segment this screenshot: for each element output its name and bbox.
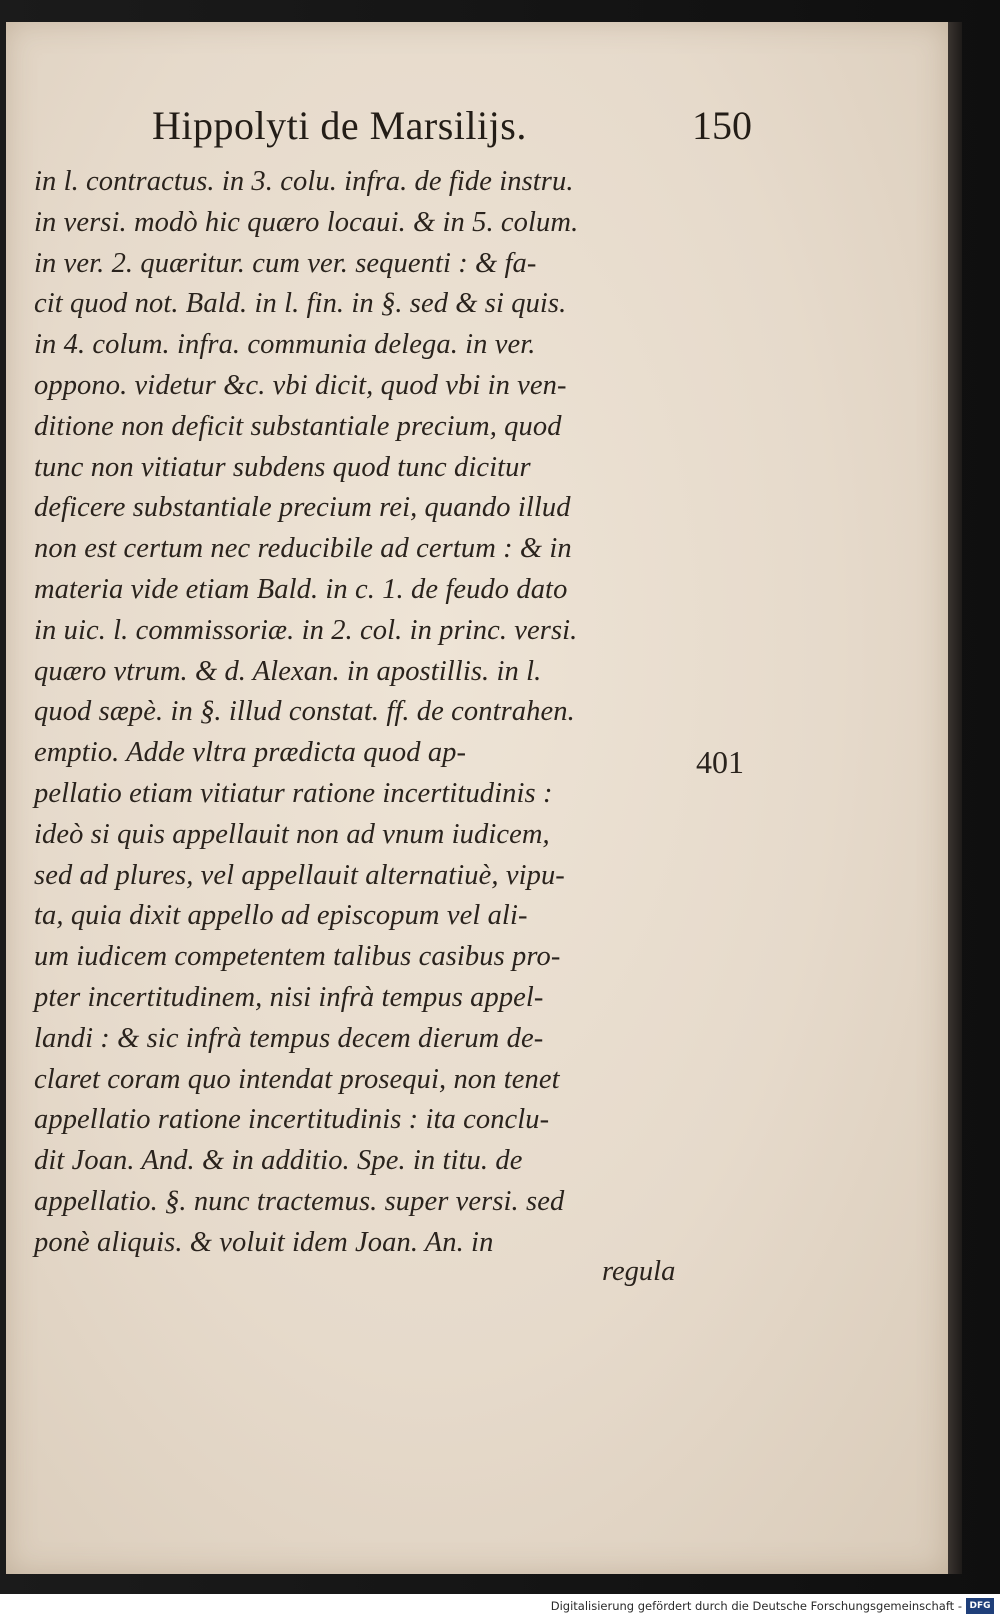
page-edge [948, 22, 962, 1574]
text-line: quæro vtrum. & d. Alexan. in apostillis. in l. [34, 655, 542, 687]
text-line: in uic. l. commissoriæ. in 2. col. in princ. versi. [34, 614, 578, 646]
text-line: pellatio etiam vitiatur ratione incertitudinis : [34, 777, 553, 809]
text-line: landi : & sic infrà tempus decem dierum de- [34, 1022, 544, 1054]
page-header [152, 102, 772, 152]
folio-number: 150 [692, 103, 752, 148]
catchword: regula [602, 1256, 676, 1287]
text-line: in l. contractus. in 3. colu. infra. de fide instru. [34, 166, 574, 197]
text-line: in 4. colum. infra. communia delega. in ver. [34, 329, 536, 361]
text-line: quod sæpè. in §. illud constat. ff. de contrahen. [34, 696, 575, 728]
book-page [6, 22, 948, 1574]
text-line: materia vide etiam Bald. in c. 1. de feudo dato [34, 573, 568, 605]
body-text [34, 162, 696, 1264]
text-line: sed ad plures, vel appellauit alternatiuè, vipu- [34, 859, 565, 891]
text-line: cit quod not. Bald. in l. fin. in §. sed & si quis. [34, 288, 567, 320]
dfg-logo-icon: DFG [966, 1598, 994, 1614]
text-line: dit Joan. And. & in additio. Spe. in titu. de [34, 1145, 523, 1177]
text-line: in ver. 2. quæritur. cum ver. sequenti : & fa- [34, 247, 537, 279]
margin-number: 401 [696, 744, 744, 780]
text-line: appellatio ratione incertitudinis : ita conclu- [34, 1104, 550, 1136]
running-head: Hippolyti de Marsilijs. [152, 103, 527, 148]
text-line: emptio. Adde vltra prædicta quod ap- [34, 737, 467, 769]
footer-credit: Digitalisierung gefördert durch die Deutsche Forschungsgemeinschaft - [550, 1599, 962, 1613]
text-line: ditione non deficit substantiale precium, quod [34, 410, 562, 442]
text-line: deficere substantiale precium rei, quando illud [34, 492, 571, 524]
text-line: pter incertitudinem, nisi infrà tempus appel- [34, 981, 544, 1013]
text-line: ta, quia dixit appello ad episcopum vel ali- [34, 900, 528, 932]
text-line: tunc non vitiatur subdens quod tunc dicitur [34, 451, 531, 483]
text-line: oppono. videtur &c. vbi dicit, quod vbi in ven- [34, 369, 567, 401]
text-line: um iudicem competentem talibus casibus pro- [34, 941, 561, 973]
text-line: claret coram quo intendat prosequi, non tenet [34, 1063, 560, 1095]
text-line: ponè aliquis. & voluit idem Joan. An. in [34, 1226, 494, 1258]
text-line: appellatio. §. nunc tractemus. super versi. sed [34, 1185, 565, 1217]
text-line: ideò si quis appellauit non ad vnum iudicem, [34, 818, 550, 850]
text-line: in versi. modò hic quæro locaui. & in 5. colum. [34, 206, 579, 238]
text-line: non est certum nec reducibile ad certum : & in [34, 533, 572, 565]
digitization-footer [0, 1594, 1000, 1620]
